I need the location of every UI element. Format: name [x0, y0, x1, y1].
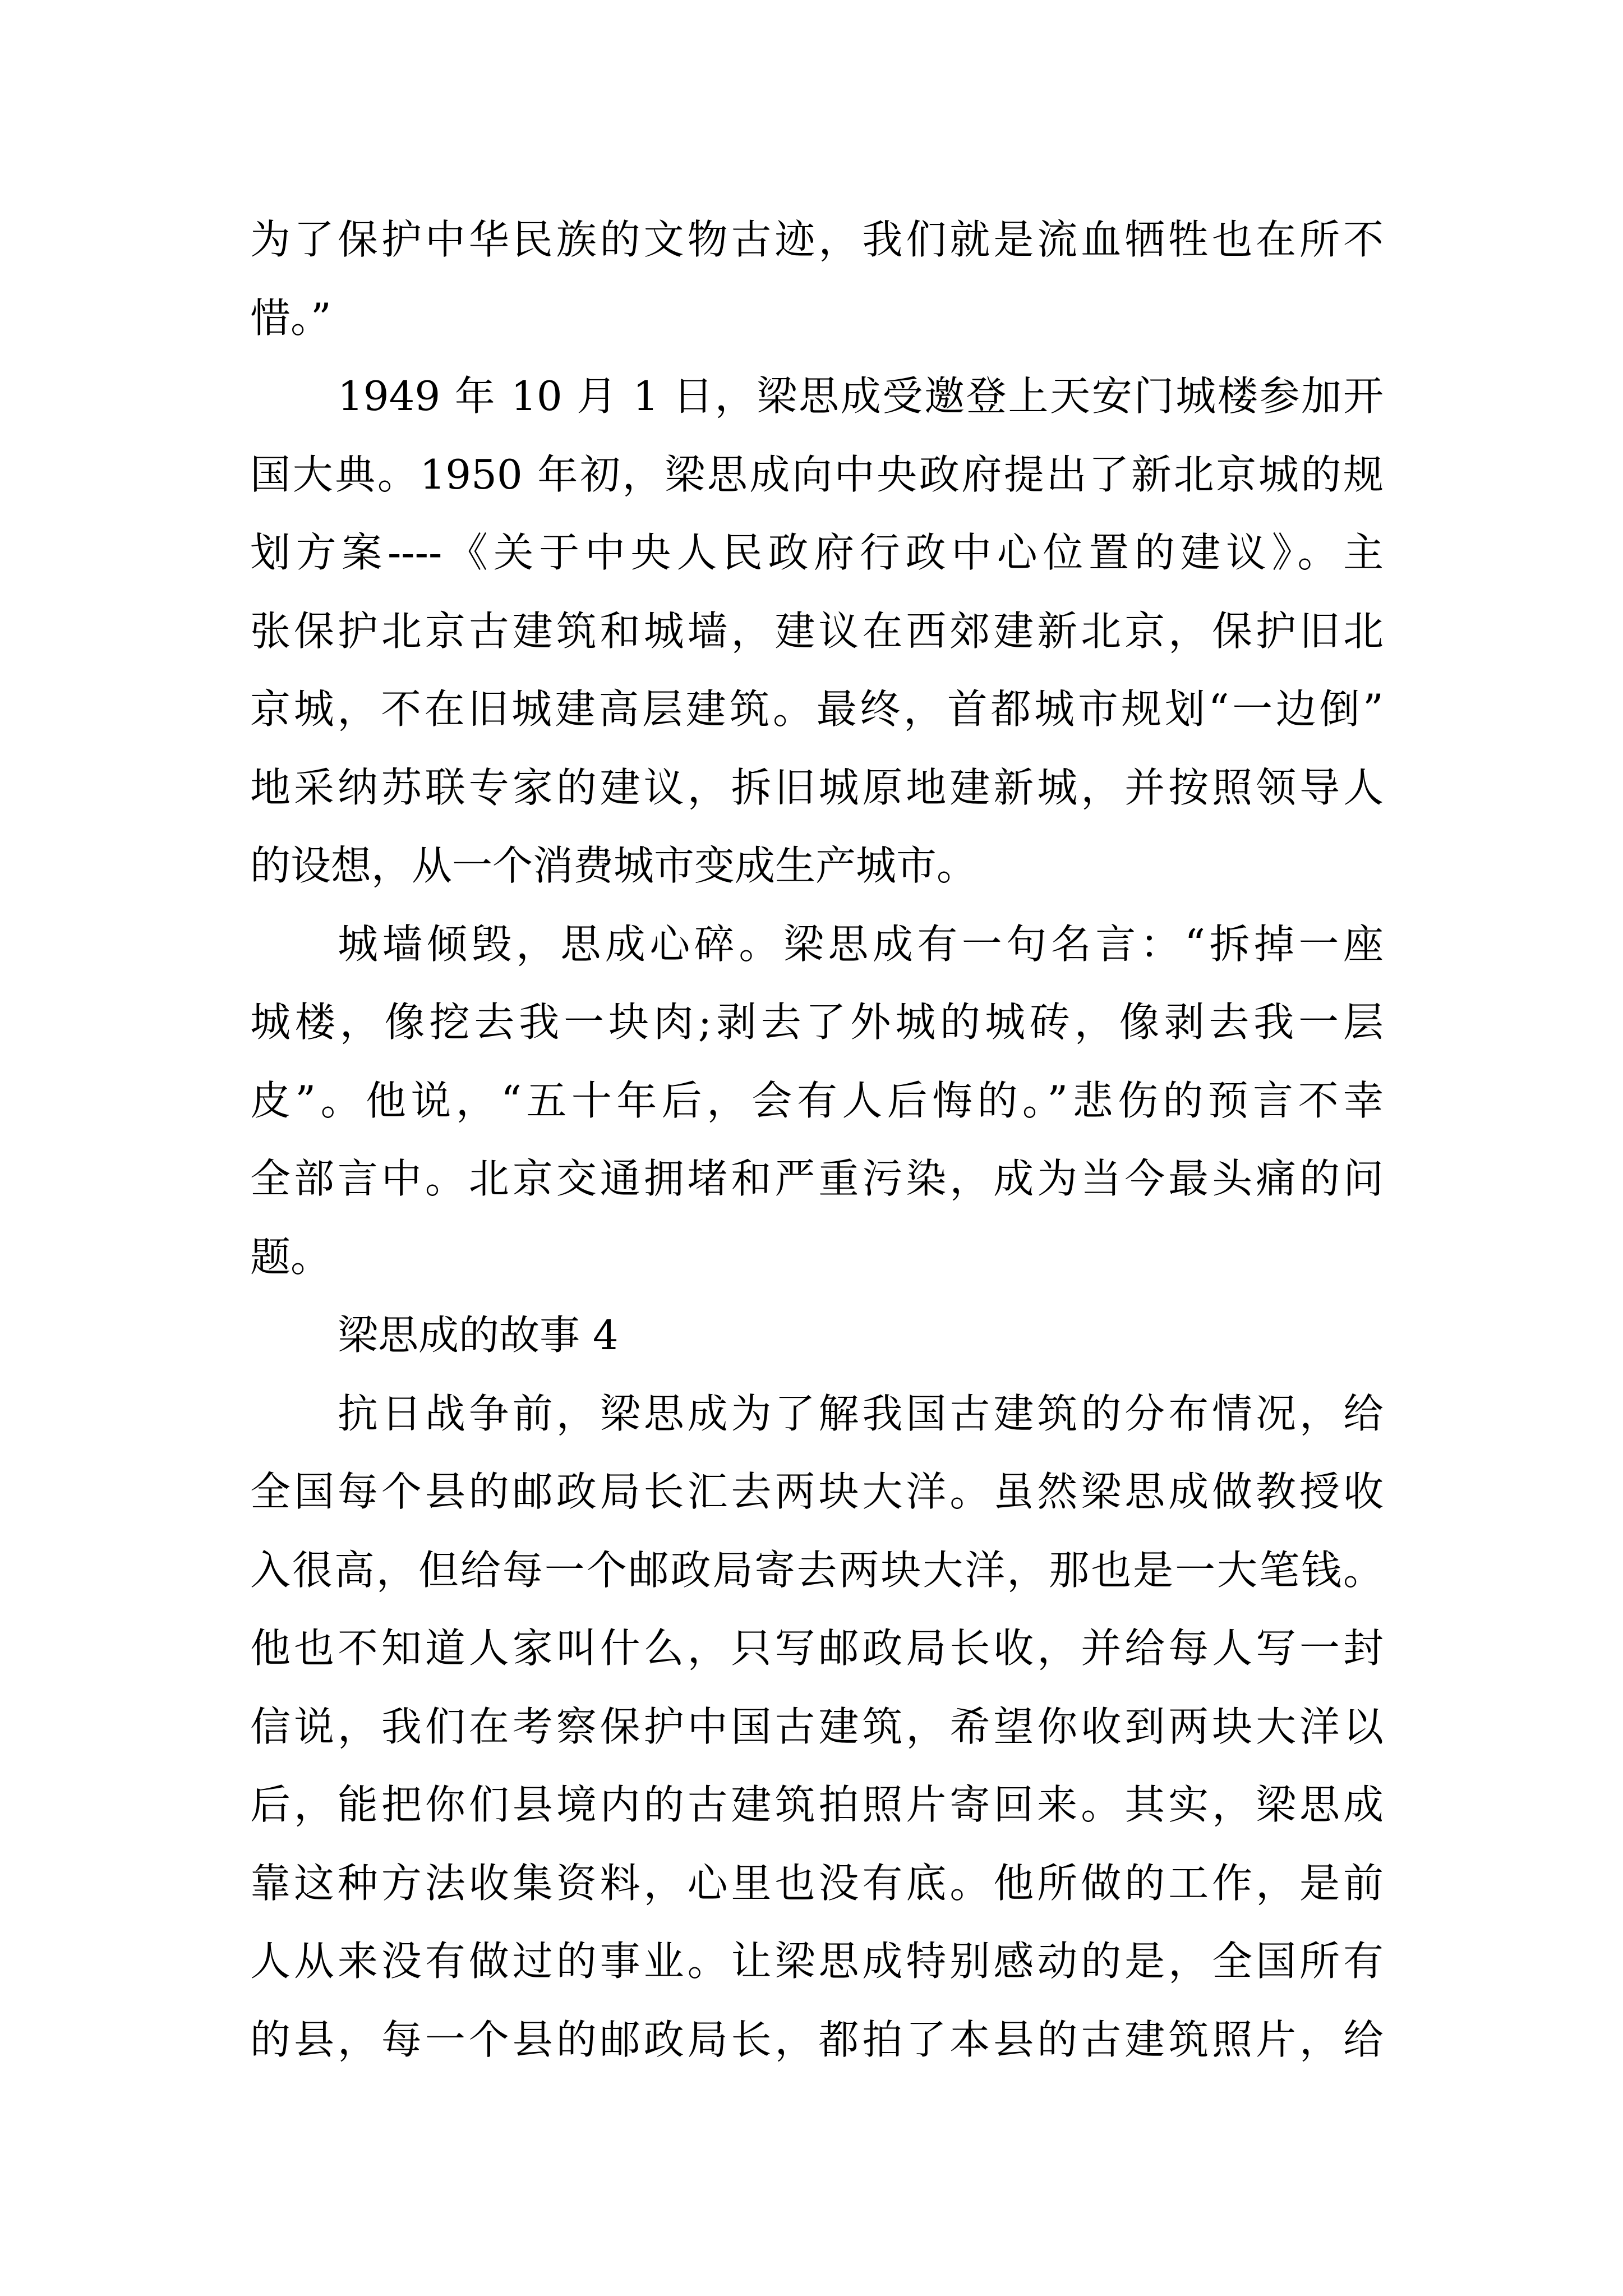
- paragraph: [250, 905, 1384, 1297]
- text-line: 京城，不在旧城建高层建筑。最终，首都城市规划“一边倒”: [250, 685, 1384, 733]
- text-line: 靠这种方法收集资料，心里也没有底。他所做的工作，是前: [250, 1859, 1384, 1907]
- text-line: 他也不知道人家叫什么，只写邮政局长收，并给每人写一封: [250, 1625, 1384, 1672]
- text-line: 张保护北京古建筑和城墙，建议在西郊建新北京，保护旧北: [250, 607, 1384, 655]
- text-line: 后，能把你们县境内的古建筑拍照片寄回来。其实，梁思成: [250, 1781, 1384, 1828]
- text-line: 国大典。1950 年初，梁思成向中央政府提出了新北京城的规: [250, 450, 1384, 498]
- text-line: 城墙倾毁，思成心碎。梁思成有一句名言：“拆掉一座: [338, 920, 1384, 968]
- paragraph-continued: [250, 201, 1384, 357]
- text-line: 入很高，但给每一个邮政局寄去两块大洋，那也是一大笔钱。: [250, 1546, 1384, 1594]
- text-line: 的设想，从一个消费城市变成生产城市。: [250, 842, 978, 889]
- story-section: [250, 1296, 1384, 2079]
- paragraph: [250, 1375, 1384, 2079]
- paragraph: [250, 357, 1384, 905]
- text-line: 惜。”: [250, 294, 331, 342]
- text-line: 的县，每一个县的邮政局长，都拍了本县的古建筑照片，给: [250, 2016, 1384, 2063]
- text-line: 为了保护中华民族的文物古迹，我们就是流血牺牲也在所不: [250, 216, 1384, 263]
- text-line: 人从来没有做过的事业。让梁思成特别感动的是，全国所有: [250, 1938, 1384, 1985]
- text-line: 地采纳苏联专家的建议，拆旧城原地建新城，并按照领导人: [250, 763, 1384, 811]
- text-line: 抗日战争前，梁思成为了解我国古建筑的分布情况，给: [338, 1389, 1384, 1437]
- section-heading: 梁思成的故事 4: [338, 1312, 619, 1359]
- text-line: 全部言中。北京交通拥堵和严重污染，成为当今最头痛的问: [250, 1155, 1384, 1202]
- text-line: 信说，我们在考察保护中国古建筑，希望你收到两块大洋以: [250, 1703, 1384, 1750]
- text-line: 城楼，像挖去我一块肉;剥去了外城的城砖，像剥去我一层: [250, 999, 1384, 1046]
- text-line: 全国每个县的邮政局长汇去两块大洋。虽然梁思成做教授收: [250, 1468, 1384, 1515]
- text-line: 题。: [250, 1233, 331, 1281]
- text-line: 划方案----《关于中央人民政府行政中心位置的建议》。主: [250, 529, 1384, 576]
- text-line: 皮”。他说，“五十年后，会有人后悔的。”悲伤的预言不幸: [250, 1076, 1384, 1124]
- text-line: 1949 年 10 月 1 日，梁思成受邀登上天安门城楼参加开: [338, 372, 1384, 420]
